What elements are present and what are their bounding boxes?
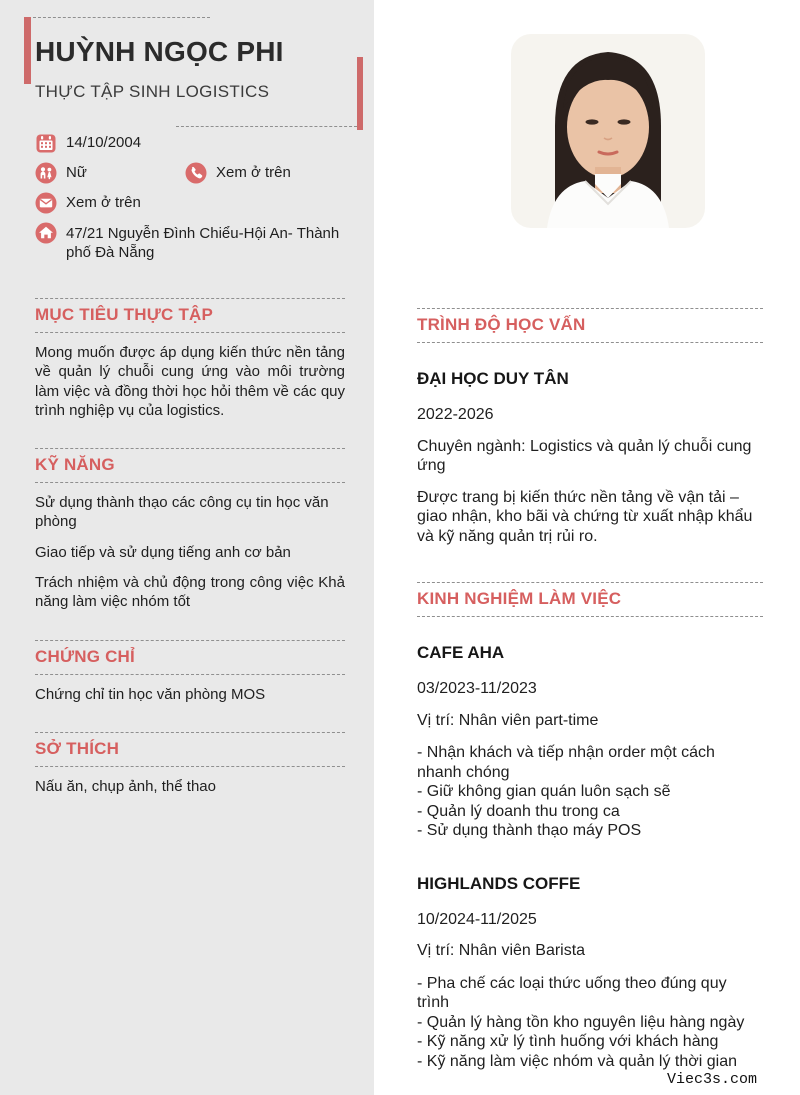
- candidate-title: THỰC TẬP SINH LOGISTICS: [35, 82, 270, 101]
- dob-value: 14/10/2004: [66, 134, 142, 151]
- gender-value: Nữ: [66, 164, 87, 181]
- right-sections: [417, 308, 763, 1071]
- duty-item: - Sử dụng thành thạo máy POS: [417, 822, 642, 839]
- section-heading-hobbies: SỞ THÍCH: [35, 732, 345, 767]
- contact-row-dob: [35, 132, 350, 154]
- site-watermark: Viec3s.com: [666, 1071, 757, 1088]
- section-heading-education: TRÌNH ĐỘ HỌC VẤN: [417, 308, 763, 343]
- education-period: 2022-2026: [417, 406, 494, 423]
- profile-photo: [511, 34, 705, 228]
- duty-item: - Pha chế các loại thức uống theo đúng quy trình: [417, 974, 727, 1011]
- section-heading-objective: MỤC TIÊU THỰC TẬP: [35, 298, 345, 333]
- home-icon: [35, 222, 57, 244]
- section-heading-experience: KINH NGHIỆM LÀM VIỆC: [417, 582, 763, 617]
- hobbies-text: Nấu ăn, chụp ảnh, thể thao: [35, 777, 216, 795]
- accent-bar-left: [24, 17, 31, 84]
- duty-item: - Quản lý doanh thu trong ca: [417, 802, 620, 820]
- skill-item: Trách nhiệm và chủ động trong công việc Khả năng làm việc nhóm tốt: [35, 574, 345, 611]
- section-education: [417, 308, 763, 546]
- job-position: Vị trí: Nhân viên part-time: [417, 711, 599, 729]
- company-name: HIGHLANDS COFFE: [417, 873, 581, 893]
- job-period: 10/2024-11/2025: [417, 910, 537, 928]
- phone-icon: [185, 162, 207, 184]
- section-hobbies: [35, 732, 345, 796]
- duty-item: - Nhận khách và tiếp nhận order một cách nhanh chóng: [417, 744, 715, 781]
- objective-text: Mong muốn được áp dụng kiến thức nền tảng về quản lý chuỗi cung ứng vào môi trường làm việc và đồng thời học hỏi thêm về các quy trình nghiệp vụ của logistics.: [35, 344, 345, 419]
- section-heading-certificates: CHỨNG CHỈ: [35, 640, 345, 675]
- section-experience: [417, 582, 763, 1071]
- job-period: 03/2023-11/2023: [417, 680, 537, 697]
- skill-item: Sử dụng thành thạo các công cụ tin học văn phòng: [35, 494, 329, 531]
- education-description: Được trang bị kiến thức nền tảng về vận tải – giao nhận, kho bãi và chứng từ xuất nhập khẩu và kỹ năng quản trị rủi ro.: [417, 488, 753, 545]
- contact-row-address: [35, 222, 350, 262]
- header-bottom-dashed-line: [176, 126, 357, 127]
- email-value: Xem ở trên: [66, 194, 141, 211]
- section-heading-skills: KỸ NĂNG: [35, 448, 345, 483]
- section-objective: [35, 298, 345, 420]
- left-panel: [0, 0, 374, 1095]
- left-sections: [35, 298, 345, 824]
- job-entry: [417, 643, 763, 841]
- education-major: Chuyên ngành: Logistics và quản lý chuỗi cung ứng: [417, 437, 752, 474]
- address-value: 47/21 Nguyễn Đình Chiểu-Hội An- Thành phố Đà Nẵng: [66, 225, 340, 261]
- job-entry: [417, 874, 763, 1072]
- duty-item: - Quản lý hàng tồn kho nguyên liệu hàng ngày: [417, 1013, 745, 1031]
- duty-item: - Kỹ năng xử lý tình huống với khách hàng: [417, 1033, 719, 1050]
- accent-bar-right: [357, 57, 363, 130]
- duty-item: - Kỹ năng làm việc nhóm và quản lý thời gian: [417, 1052, 737, 1070]
- section-certificates: [35, 640, 345, 704]
- contact-row-email: [35, 192, 350, 214]
- calendar-icon: [35, 132, 57, 154]
- header-top-dashed-line: [33, 17, 210, 18]
- duty-item: - Giữ không gian quán luôn sạch sẽ: [417, 783, 671, 800]
- phone-value: Xem ở trên: [216, 164, 291, 181]
- gender-icon: [35, 162, 57, 184]
- candidate-name: HUỲNH NGỌC PHI: [35, 36, 284, 67]
- certificate-text: Chứng chỉ tin học văn phòng MOS: [35, 685, 266, 703]
- job-position: Vị trí: Nhân viên Barista: [417, 942, 586, 959]
- mail-icon: [35, 192, 57, 214]
- company-name: CAFE AHA: [417, 643, 505, 662]
- skill-item: Giao tiếp và sử dụng tiếng anh cơ bản: [35, 543, 291, 561]
- school-name: ĐẠI HỌC DUY TÂN: [417, 369, 569, 388]
- section-skills: [35, 448, 345, 611]
- contact-row-gender-phone: [35, 162, 350, 184]
- contact-info: [35, 132, 350, 262]
